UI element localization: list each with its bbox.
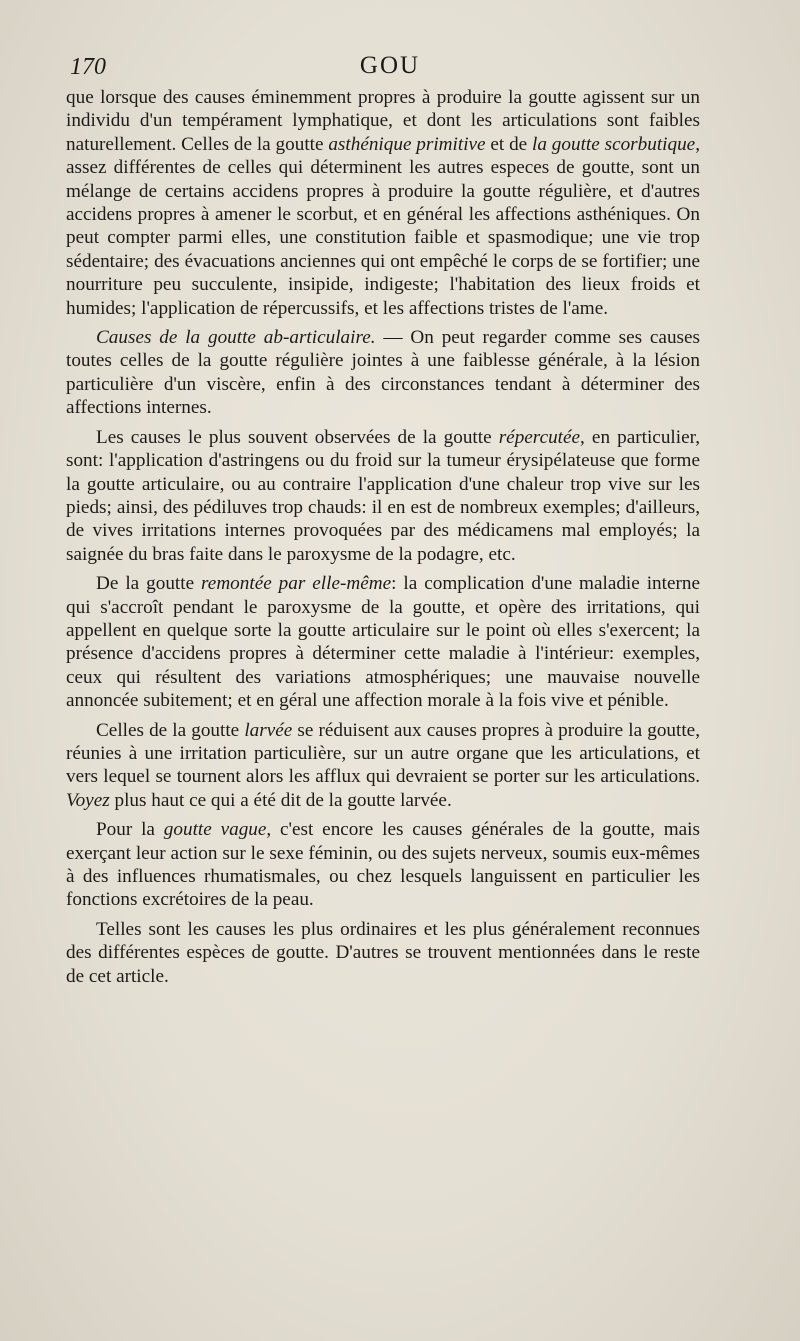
text-segment: — On peut regarder comme ses causes toutes celles de la goutte régulière jointes à une faiblesse générale, à la lésion particulière d'un viscère, enfin à des circonstances tendant à déterminer des affections internes.: [66, 327, 700, 419]
page-header: [70, 50, 710, 90]
page-number: 170: [70, 54, 106, 80]
text-segment: que lorsque des causes éminemment propres à produire la goutte agissent sur un individu d'un tempérament lymphatique, et dont les articulations sont faibles naturellement. Celles de la goutte: [66, 87, 700, 155]
paragraph-larvee: [66, 719, 700, 813]
text-segment: et de: [485, 133, 533, 155]
text-segment: Les causes le plus souvent observées de la goutte: [96, 426, 499, 448]
text-segment: : la complication d'une maladie interne qui s'accroît pendant le paroxysme de la goutte, et opère des irritations, qui appellent en quelque sorte la goutte articulaire sur le point où elles s'exercent; la présence d'accidens propres à déterminer cette maladie à l'intérieur: exemples, ceux qui résultent des variations atmosphériques; une mauvaise nouvelle annoncée subitement; et en géral une affection morale à la fois vive et pénible.: [66, 573, 700, 712]
text-segment: , assez différentes de celles qui déterminent les autres especes de goutte, sont un mélange de certains accidens propres à produire la goutte régulière, et d'autres accidens propres à amener le scorbut, et en général les affections asthéniques. On peut compter parmi elles, une constitution faible et spasmodique; une vie trop sédentaire; des évacuations anciennes qui ont empêché le corps de se fortifier; une nourriture peu succulente, insipide, indigeste; l'habitation des lieux froids et humides; l'application de répercussifs, et les affections tristes de l'ame.: [66, 133, 700, 319]
paragraph-remontee: [66, 572, 700, 712]
text-segment-italic: Voyez: [66, 789, 110, 811]
text-segment: De la goutte: [96, 573, 202, 595]
paragraph-goutte-vague: [66, 818, 700, 912]
text-segment-italic: goutte vague: [163, 819, 267, 841]
text-segment-italic: larvée: [244, 719, 293, 741]
text-segment-italic: asthénique primitive: [328, 133, 486, 155]
paragraph-repercutee: [66, 426, 700, 566]
text-segment: Telles sont les causes les plus ordinaires et les plus généralement reconnues des différentes espèces de goutte. D'autres se trouvent mentionnées dans le reste de cet article.: [66, 918, 700, 987]
paragraph-ab-articulaire: [66, 326, 700, 420]
text-segment: plus haut ce qui a été dit de la goutte larvée.: [109, 789, 452, 811]
text-segment: Pour la: [96, 819, 164, 841]
text-segment-italic: remontée par elle-même: [201, 573, 392, 595]
text-segment-italic: répercutée: [498, 426, 581, 448]
text-segment: , en particulier, sont: l'application d'astringens ou du froid sur la tumeur érysipélateuse que forme la goutte articulaire, ou au contraire l'application d'une chaleur trop vive sur les pieds; ainsi, des pédiluves trop chauds: il en est de nombreux exemples; d'ailleurs, de vives irritations internes provoquées par des médicamens mal employés; la saignée du bras faite dans le paroxysme de la podagre, etc.: [66, 426, 701, 565]
text-segment: Celles de la goutte: [96, 719, 245, 741]
text-segment: se réduisent aux causes propres à produire la goutte, réunies à une irritation particulière, sur un autre organe que les articulations, et vers lequel se tournent alors les afflux qui devraient se porter sur les articulations.: [66, 719, 700, 788]
text-segment: , c'est encore les causes générales de la goutte, mais exerçant leur action sur le sexe féminin, ou des sujets nerveux, soumis eux-mêmes à des influences rhumatismales, ou chez lesquels languissent en particulier les fonctions excrétoires de la peau.: [66, 819, 700, 911]
paragraph-causes-asthenique: [66, 86, 700, 320]
running-head: GOU: [359, 52, 421, 79]
text-segment-italic: Causes de la goutte ab-articulaire.: [96, 327, 376, 349]
text-segment-italic: la goutte scorbutique: [532, 133, 696, 155]
body-text: [66, 86, 700, 988]
paragraph-conclusion: [66, 918, 700, 988]
